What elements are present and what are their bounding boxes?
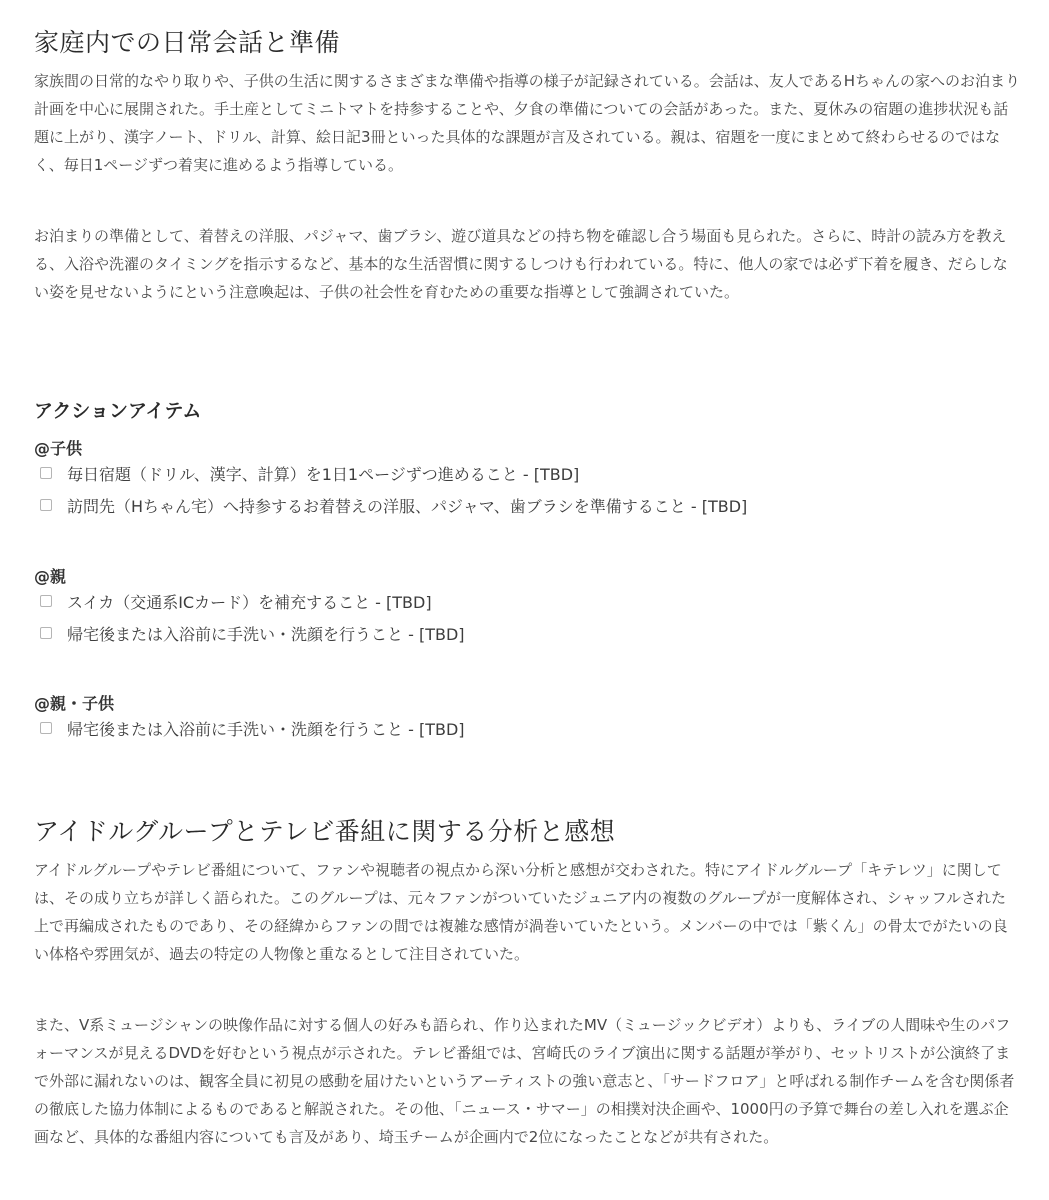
paragraph-family-2: お泊まりの準備として、着替えの洋服、パジャマ、歯ブラシ、遊び道具などの持ち物を確認し合う場面も見られた。さらに、時計の読み方を教える、入浴や洗濯のタイミングを指示するなど、基本的な生活習慣に関するしつけも行われている。特に、他人の家では必ず下着を履き、だらしない姿を見せないようにという注意喚起は、子供の社会性を育むための重要な指導として強調されていた。 xyxy=(34,227,1008,301)
group-label-child: @子供 xyxy=(34,439,83,458)
group-label-parent: @親 xyxy=(34,567,67,586)
task-checkbox[interactable] xyxy=(40,499,52,511)
paragraph-idol-2: また、V系ミュージシャンの映像作品に対する個人の好みも語られ、作り込まれたMV（ミュージックビデオ）よりも、ライブの人間味や生のパフォーマンスが見えるDVDを好むという視点が示された。テレビ番組では、宮崎氏のライブ演出に関する話題が挙がり、セットリストが公演終了まで外部に漏れないのは、観客全員に初見の感動を届けたいというアーティストの強い意志と、「サードフロア」と呼ばれる制作チームを含む関係者の徹底した協力体制によるものであると解説された。その他、「ニュース・サマー」の相撲対決企画や、1000円の予算で舞台の差し入れを選ぶ企画など、具体的な番組内容についても言及があり、埼玉チームが企画内で2位になったことなどが共有された。 xyxy=(34,1016,1015,1146)
task-label: 訪問先（Hちゃん宅）へ持参するお着替えの洋服、パジャマ、歯ブラシを準備すること - [TBD] xyxy=(67,496,748,516)
task-label: スイカ（交通系ICカード）を補充すること - [TBD] xyxy=(67,592,432,612)
task-item xyxy=(40,461,579,485)
task-label: 帰宅後または入浴前に手洗い・洗顔を行うこと - [TBD] xyxy=(67,624,465,644)
task-item xyxy=(40,621,465,645)
task-checkbox[interactable] xyxy=(40,595,52,607)
paragraph-idol-1: アイドルグループやテレビ番組について、ファンや視聴者の視点から深い分析と感想が交わされた。特にアイドルグループ「キテレツ」に関しては、その成り立ちが詳しく語られた。このグループは、元々ファンがついていたジュニア内の複数のグループが一度解体され、シャッフルされた上で再編成されたものであり、その経緯からファンの間では複雑な感情が渦巻いていたという。メンバーの中では「紫くん」の骨太でがたいの良い体格や雰囲気が、過去の特定の人物像と重なるとして注目されていた。 xyxy=(34,861,1008,963)
action-items-heading: アクションアイテム xyxy=(34,400,202,422)
task-checkbox[interactable] xyxy=(40,467,52,479)
task-item xyxy=(40,493,747,517)
task-label: 帰宅後または入浴前に手洗い・洗顔を行うこと - [TBD] xyxy=(67,719,465,739)
section-title-idol: アイドルグループとテレビ番組に関する分析と感想 xyxy=(34,817,616,846)
group-label-parent-child: @親・子供 xyxy=(34,694,115,713)
paragraph-family-1: 家族間の日常的なやり取りや、子供の生活に関するさまざまな準備や指導の様子が記録されている。会話は、友人であるHちゃんの家へのお泊まり計画を中心に展開された。手土産としてミニトマトを持参することや、夕食の準備についての会話があった。また、夏休みの宿題の進捗状況も話題に上がり、漢字ノート、ドリル、計算、絵日記3冊といった具体的な課題が言及されている。親は、宿題を一度にまとめて終わらせるのではなく、毎日1ページずつ着実に進めるよう指導している。 xyxy=(34,72,1020,174)
task-checkbox[interactable] xyxy=(40,627,52,639)
task-label: 毎日宿題（ドリル、漢字、計算）を1日1ページずつ進めること - [TBD] xyxy=(67,464,580,484)
section-title-family: 家庭内での日常会話と準備 xyxy=(34,28,341,57)
task-checkbox[interactable] xyxy=(40,722,52,734)
task-item xyxy=(40,589,432,613)
task-item xyxy=(40,716,465,740)
